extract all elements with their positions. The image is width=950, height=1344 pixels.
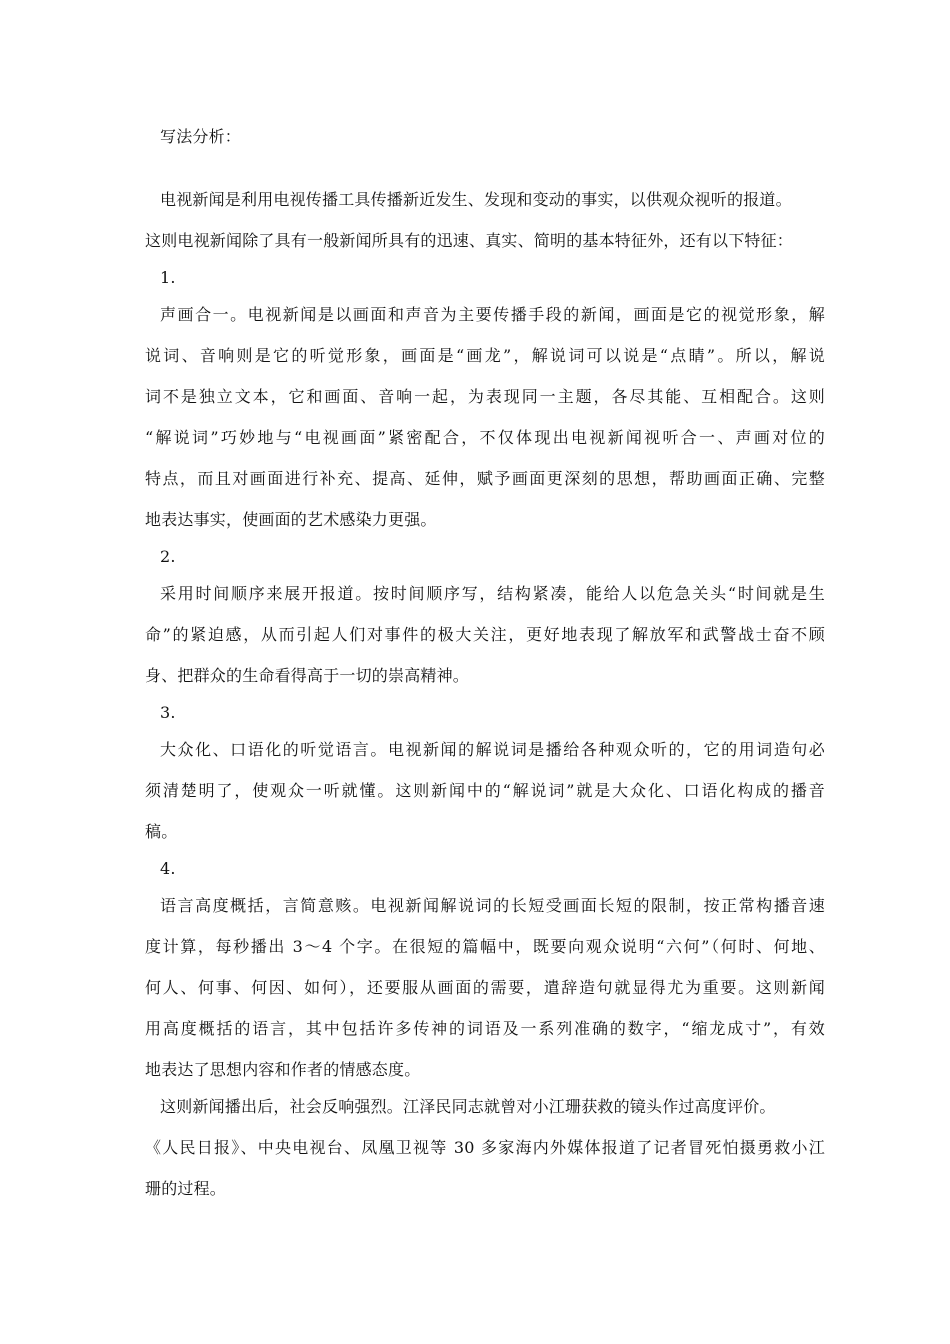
section-4-line: 用高度概括的语言，其中包括许多传神的词语及一系列准确的数字，“缩龙成寸”，有效	[145, 1019, 825, 1038]
section-2-number: 2.	[160, 547, 176, 566]
closing-line-2: 《人民日报》、中央电视台、凤凰卫视等 30 多家海内外媒体报道了记者冒死怕摄勇救小江	[145, 1138, 825, 1157]
section-4-line: 地表达了思想内容和作者的情感态度。	[145, 1060, 421, 1079]
closing-line-1: 这则新闻播出后，社会反响强烈。江泽民同志就曾对小江珊获救的镜头作过高度评价。	[160, 1097, 776, 1116]
section-1-line: “解说词”巧妙地与“电视画面”紧密配合，不仅体现出电视新闻视听合一、声画对位的	[145, 428, 825, 447]
section-3-line: 须清楚明了，使观众一听就懂。这则新闻中的“解说词”就是大众化、口语化构成的播音	[145, 781, 825, 800]
section-1-line: 词不是独立文本，它和画面、音响一起，为表现同一主题，各尽其能、互相配合。这则	[145, 387, 825, 406]
section-1-line: 地表达事实，使画面的艺术感染力更强。	[145, 510, 437, 529]
section-1-line: 说词、音响则是它的听觉形象，画面是“画龙”，解说词可以说是“点睛”。所以，解说	[145, 346, 825, 365]
section-1-number: 1.	[160, 268, 176, 287]
section-3-number: 3.	[160, 703, 176, 722]
section-4-number: 4.	[160, 859, 176, 878]
section-3-line: 稿。	[145, 822, 178, 841]
section-2-line: 身、把群众的生命看得高于一切的崇高精神。	[145, 666, 470, 685]
closing-line-3: 珊的过程。	[145, 1179, 227, 1198]
section-2-line: 命”的紧迫感，从而引起人们对事件的极大关注，更好地表现了解放军和武警战士奋不顾	[145, 625, 825, 644]
section-4-line: 何人、何事、何因、如何），还要服从画面的需要，遣辞造句就显得尤为重要。这则新闻	[145, 978, 825, 997]
section-4-line: 度计算，每秒播出 3～4 个字。在很短的篇幅中，既要向观众说明“六何”（何时、何地、	[145, 937, 825, 956]
section-3-line: 大众化、口语化的听觉语言。电视新闻的解说词是播给各种观众听的，它的用词造句必	[160, 740, 825, 759]
section-1-line: 特点，而且对画面进行补充、提高、延伸，赋予画面更深刻的思想，帮助画面正确、完整	[145, 469, 825, 488]
intro-line-2: 这则电视新闻除了具有一般新闻所具有的迅速、真实、简明的基本特征外，还有以下特征：	[145, 231, 794, 250]
section-heading: 写法分析：	[160, 127, 242, 146]
section-1-line: 声画合一。电视新闻是以画面和声音为主要传播手段的新闻，画面是它的视觉形象，解	[160, 305, 825, 324]
section-4-line: 语言高度概括，言简意赅。电视新闻解说词的长短受画面长短的限制，按正常构播音速	[160, 896, 825, 915]
intro-line-1: 电视新闻是利用电视传播工具传播新近发生、发现和变动的事实，以供观众视听的报道。	[160, 190, 792, 209]
section-2-line: 采用时间顺序来展开报道。按时间顺序写，结构紧凑，能给人以危急关头“时间就是生	[160, 584, 825, 603]
